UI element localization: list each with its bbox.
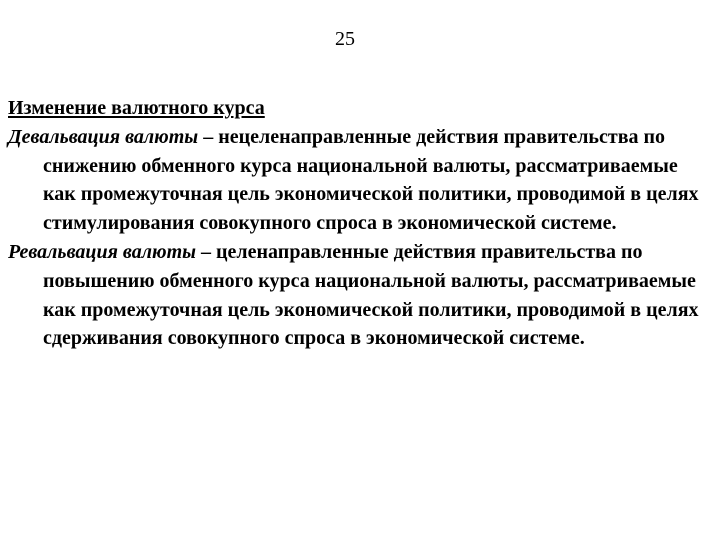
page-number: 25 [335, 28, 355, 50]
definition-revaluation [8, 238, 708, 353]
section-heading: Изменение валютного курса [8, 97, 265, 119]
document-body [8, 94, 708, 353]
definition-devaluation-text: – нецеленаправленные действия правительства по снижению обменного курса национальной валюты, рассматриваемые как промежуточная цель экономической политики, проводимой в целях стимулирования совокупного спроса в экономической системе. [43, 125, 699, 235]
definition-devaluation [8, 123, 708, 238]
definition-revaluation-text: – целенаправленные действия правительства по повышению обменного курса национальной валюты, рассматриваемые как промежуточная цель экономической политики, проводимой в целях сдерживания совокупного спроса в экономической системе. [43, 240, 699, 350]
term-revaluation: Ревальвация валюты [8, 240, 197, 263]
term-devaluation: Девальвация валюты [8, 125, 199, 148]
